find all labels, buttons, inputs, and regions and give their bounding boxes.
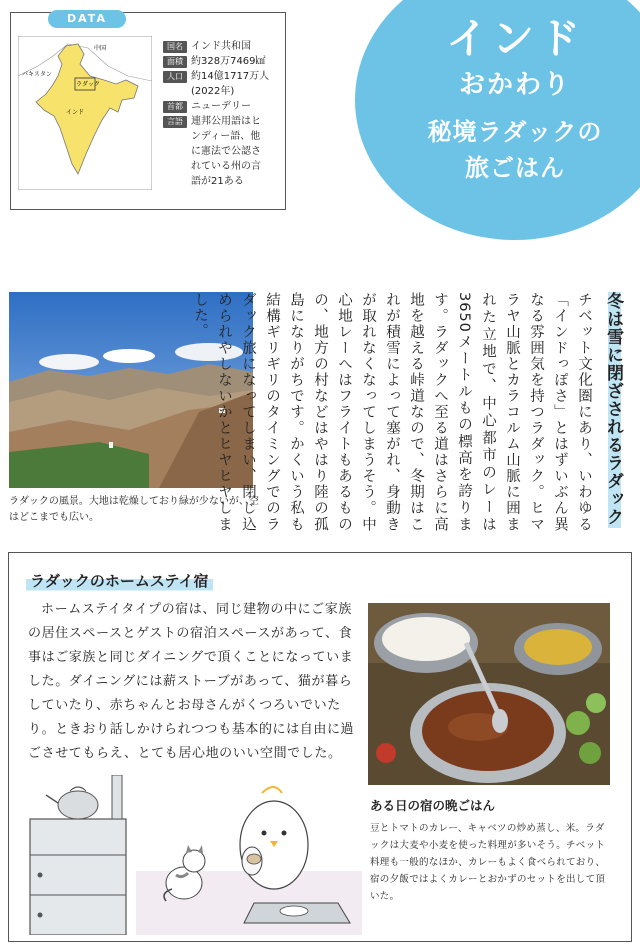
title-india: インド [445, 14, 584, 63]
data-language-line3: に憲法で公認さ [191, 146, 261, 157]
data-row-country: 国名 インド共和国 [163, 40, 251, 54]
title-line4: 旅ごはん [465, 154, 565, 182]
bird-character-icon [240, 787, 308, 889]
meal-caption: 豆とトマトのカレー、キャベツの炒め蒸し、米。ラダックは大麦や小麦を使った料理が多いそう。チベット料理も一般的なほか、カレーもよく食べられており、宿の夕飯ではよくカレーとおかずのセットを出して頂いた。 [370, 823, 606, 902]
data-language-line5: 語が21ある [191, 176, 244, 187]
data-language-line2: ンディー語、他 [191, 131, 261, 142]
map-label-ladakh: ラダック [76, 81, 100, 88]
data-row-population: 人口 約14億1717万人 [163, 70, 269, 84]
homestay-body: ホームステイタイプの宿は、同じ建物の中にご家族の居住スペースとゲストの宿泊スペースがあって、食事はご家族と同じダイニングで頂くことになっていました。ダイニングには薪ストーブがあって、猫が暮らしていたり、赤ちゃんとお母さんがくつろいでいたり。ときおり話しかけられつつも基本的には自由に過ごさせてもらえ、とても居心地のいい空間でした。 [28, 602, 355, 761]
title-line3: 秘境ラダックの [427, 118, 603, 146]
dinner-photo [368, 603, 610, 785]
title-okawari: おかわり [458, 70, 571, 100]
article-heading: 冬は雪に閉ざされるラダック [600, 292, 626, 528]
article-body: チベット文化圏にあり、いわゆる「インドっぽさ」とはずいぶん異なる雰囲気を持つラダック。ヒマラヤ山脈とカラコルム山脈に囲まれた立地で、中心都市のレーは3650メートルもの標高を誇ります。ラダックへ至る道はさらに高地を越える峠道なので、冬期はこれが積雪によって塞がれ、身動きが取れなくなってしまうそう。中心地レーへはフライトもあるものの、地方の村などはやはり陸の孤島になりがちです。かくいう私も結構ギリギリのタイミングでのラダック旅になってしまい、閉じ込められやしないかとヒヤヒヤしました。 [192, 292, 592, 532]
map-label-pakistan: パキスタン [22, 71, 52, 78]
data-row-capital: 首都 ニューデリー [163, 100, 251, 114]
data-row-population-year: (2022年) [191, 86, 235, 97]
photo1-caption: ラダックの風景。大地は乾燥しており緑が少ないが、空はどこまでも広い。 [9, 496, 259, 523]
data-label: DATA [48, 10, 126, 28]
data-row-area: 面積 約328万7469㎢ [163, 55, 266, 69]
india-map [18, 36, 152, 190]
map-label-china: 中国 [94, 45, 107, 52]
map-label-india: インド [66, 109, 85, 116]
homestay-illustration [26, 775, 362, 935]
stove-icon [30, 775, 126, 935]
data-language-line4: れている州の言 [191, 161, 261, 172]
data-row-language: 言語 連邦公用語はヒ [163, 115, 261, 129]
meal-title: ある日の宿の晩ごはん [370, 798, 496, 813]
homestay-heading: ラダックのホームステイ宿 [26, 568, 213, 593]
